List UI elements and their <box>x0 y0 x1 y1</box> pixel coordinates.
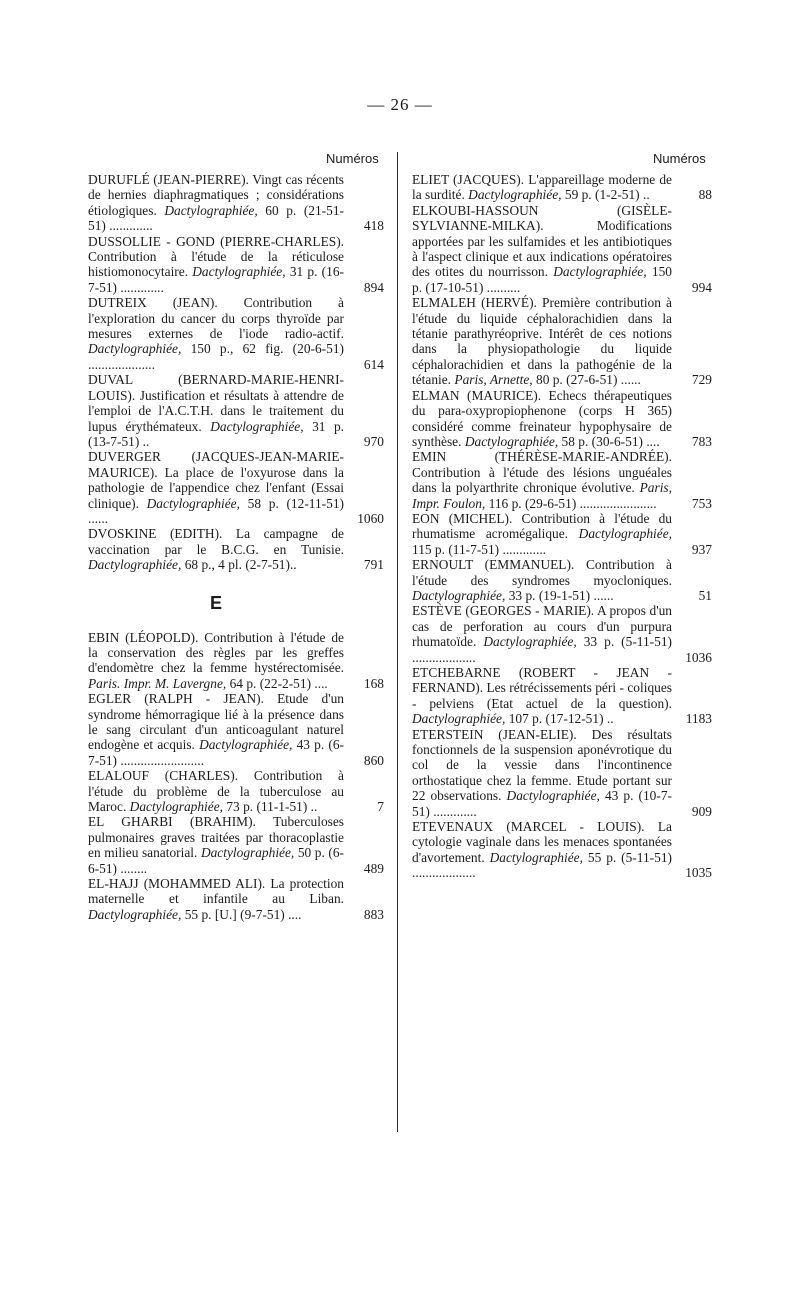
entry-title: L'appareillage moderne de la surdité. <box>412 172 672 203</box>
bibliography-entry <box>412 511 712 557</box>
bibliography-entry <box>88 691 384 768</box>
bibliography-entry <box>412 172 712 203</box>
entry-title: Contribution à l'étude du problème de la tuberculose au Maroc. <box>88 768 344 815</box>
bibliography-entry <box>88 234 384 296</box>
left-d-entries <box>88 172 384 573</box>
entry-publisher: Dactylographiée, <box>146 495 240 511</box>
entry-details: 73 p. (11-1-51) .. <box>226 799 318 815</box>
entry-publisher: Dactylographiée, <box>506 788 600 804</box>
entry-author: ELIET (JACQUES). <box>412 172 525 187</box>
entry-author: EON (MICHEL). <box>412 510 513 526</box>
entry-publisher: Dactylographiée, <box>129 799 223 815</box>
entry-author: EL-HAJJ (MOHAMMED ALI). <box>88 876 266 892</box>
entry-details: 80 p. (27-6-51) ...... <box>536 372 641 388</box>
entry-number: 418 <box>363 218 384 234</box>
entry-number: 860 <box>363 752 384 768</box>
entry-author: EL GHARBI (BRAHIM). <box>88 814 256 830</box>
entry-publisher: Dactylographiée, <box>192 264 286 280</box>
entry-publisher: Dactylographiée, <box>412 587 506 603</box>
entry-details: 59 p. (1-2-51) .. <box>564 187 650 203</box>
entry-number: 994 <box>691 279 712 295</box>
entry-number: 51 <box>698 587 712 603</box>
entry-publisher: Dactylographiée, <box>88 557 182 573</box>
entry-details: 43 p. (10-7-51) ............. <box>412 788 672 819</box>
entry-text <box>412 819 712 881</box>
entry-text <box>88 526 384 572</box>
entry-title: Etude d'un syndrome hémorragique lié à la présence dans le sang circulant d'un anticoagulant naturel endogène et acquis. <box>88 691 344 753</box>
bibliography-entry <box>88 526 384 572</box>
bibliography-entry <box>412 665 712 727</box>
entry-author: DUVERGER (JACQUES-JEAN-MARIE-MAURICE). <box>88 449 344 480</box>
entry-text <box>88 876 384 922</box>
entry-number: 489 <box>363 860 384 876</box>
entry-title: Contribution à l'étude du rhumatisme acromégalique. <box>412 510 672 542</box>
entry-text <box>412 557 712 603</box>
entry-text <box>88 295 384 372</box>
entry-text <box>412 295 712 387</box>
bibliography-entry <box>412 603 712 665</box>
right-e-entries <box>412 172 712 881</box>
entry-number: 1035 <box>685 865 712 881</box>
bibliography-entry <box>412 203 712 295</box>
bibliography-entry <box>88 876 384 922</box>
entry-text <box>412 665 712 727</box>
entry-publisher: Dactylographiée, <box>412 711 506 727</box>
entry-publisher: Dactylographiée, <box>88 906 182 922</box>
entry-text <box>412 603 712 665</box>
entry-author: ELMAN (MAURICE). <box>412 387 542 403</box>
entry-title: Modifications apportées par les sulfamides et les antibiotiques à l'aspect clinique et aux indications opératoires des otites du nourrisson. <box>412 218 672 280</box>
entry-details: 150 p. (17-10-51) .......... <box>412 264 672 295</box>
entry-author: ELKOUBI-HASSOUN (GISÈLE-SYLVIANNE-MILKA). <box>412 202 672 234</box>
entry-text <box>412 449 712 511</box>
entry-author: ERNOULT (EMMANUEL). <box>412 557 575 573</box>
entry-publisher: Paris, Impr. Foulon, <box>412 480 672 511</box>
entry-number: 1183 <box>685 711 712 727</box>
entry-title: A propos d'un cas de perforation au cours d'un purpura rhumatoïde. <box>412 603 672 650</box>
entry-title: Vingt cas récents de hernies diaphragmatiques ; considérations étiologiques. <box>88 172 345 218</box>
entry-details: 150 p., 62 fig. (20-6-51) .................... <box>88 341 344 372</box>
entry-text <box>88 172 384 234</box>
entry-number: 753 <box>691 495 712 511</box>
entry-details: 68 p., 4 pl. (2-7-51).. <box>184 557 297 573</box>
entry-author: DUTREIX (JEAN). <box>88 295 218 311</box>
bibliography-entry <box>88 630 384 692</box>
numeros-header-left: Numéros <box>326 151 379 166</box>
entry-number: 1036 <box>685 649 712 665</box>
entry-details: 33 p. (19-1-51) ...... <box>508 587 614 603</box>
bibliography-entry <box>412 557 712 603</box>
entry-title: Justification et résultats à attendre de l'emploi de l'A.C.T.H. dans le traitement du lupus érythémateux. <box>88 387 344 434</box>
entry-author: EMIN (THÉRÈSE-MARIE-ANDRÉE). <box>412 449 672 465</box>
entry-details: 115 p. (11-7-51) ............. <box>412 541 547 557</box>
entry-text <box>88 449 384 526</box>
entry-number: 1060 <box>357 510 384 526</box>
left-e-entries <box>88 630 384 923</box>
entry-title: Tuberculoses pulmonaires graves traitées par thoracoplastie en milieu sanatorial. <box>88 814 344 861</box>
entry-title: Première contribution à l'étude du liquide céphalorachidien dans la tétanie parathyréoprive. Intérêt de ces notions dans la physiopathologie du liquide céphalorachidien et dans la pathogénie de la tétanie. <box>412 295 672 388</box>
entry-author: DURUFLÉ (JEAN-PIERRE). <box>88 172 249 187</box>
column-divider <box>397 152 398 1132</box>
entry-text <box>412 172 712 203</box>
entry-details: 58 p. (12-11-51) ...... <box>88 495 344 526</box>
bibliography-entry <box>412 388 712 450</box>
entry-publisher: Dactylographiée, <box>210 418 304 434</box>
entry-author: ETEVENAUX (MARCEL - LOUIS). <box>412 819 645 835</box>
entry-publisher: Paris, Arnette, <box>454 372 533 388</box>
entry-title: La place de l'oxyurose dans la pathologie de l'appendice chez l'enfant (Essai clinique). <box>88 464 344 511</box>
entry-text <box>88 691 384 768</box>
entry-text <box>88 630 384 692</box>
entry-author: ELMALEH (HERVÉ). <box>412 295 537 311</box>
entry-author: DUVAL (BERNARD-MARIE-HENRI-LOUIS). <box>88 372 344 403</box>
entry-title: La campagne de vaccination par le B.C.G. en Tunisie. <box>88 526 344 557</box>
entry-author: DVOSKINE (EDITH). <box>88 526 223 542</box>
numeros-header-right: Numéros <box>653 151 706 166</box>
entry-number: 883 <box>363 906 384 922</box>
entry-publisher: Dactylographiée, <box>200 845 295 861</box>
entry-publisher: Dactylographiée, <box>199 737 293 753</box>
entry-details: 58 p. (30-6-51) .... <box>561 433 660 449</box>
entry-text <box>412 388 712 450</box>
entry-publisher: Dactylographiée, <box>553 264 647 280</box>
right-column <box>412 172 712 881</box>
bibliography-entry <box>88 295 384 372</box>
entry-number: 791 <box>363 557 384 573</box>
entry-title: Contribution à l'étude de la réticulose histiomonocytaire. <box>88 249 344 280</box>
entry-title: Contribution à l'étude de la conservation des règles par les greffes d'endomètre chez la femme hystérectomisée. <box>88 629 344 676</box>
bibliography-entry <box>88 172 384 234</box>
entry-text <box>88 768 384 814</box>
entry-details: 33 p. (5-11-51) ................... <box>412 634 672 665</box>
entry-publisher: Paris. Impr. M. Lavergne, <box>88 675 227 691</box>
section-letter: E <box>209 592 222 613</box>
entry-details: 31 p. (16-7-51) ............. <box>88 264 344 295</box>
entry-text <box>412 203 712 295</box>
entry-title: Echecs thérapeutiques du para-oxypropiophenone (corps H 365) considéré comme freinateur hypophysaire de synthèse. <box>412 387 672 449</box>
entry-author: EGLER (RALPH - JEAN). <box>88 691 264 707</box>
entry-details: 50 p. (6-6-51) ........ <box>88 845 344 876</box>
entry-text <box>412 511 712 557</box>
entry-number: 783 <box>691 433 712 449</box>
entry-title: Les rétrécissements péri - coliques - pelviens (Etat actuel de la question). <box>412 680 672 711</box>
entry-number: 909 <box>691 803 712 819</box>
entry-title: Des résultats fonctionnels de la suspension aponévrotique du col de la vessie dans l'incontinence orthostatique chez la femme. Etude portant sur 22 observations. <box>412 726 672 804</box>
bibliography-entry <box>88 768 384 814</box>
entry-number: 970 <box>363 433 384 449</box>
entry-author: DUSSOLLIE - GOND (PIERRE-CHARLES). <box>88 233 344 249</box>
entry-publisher: Dactylographiée, <box>88 341 182 357</box>
entry-number: 894 <box>363 279 384 295</box>
entry-author: ESTÈVE (GEORGES - MARIE). <box>412 603 595 619</box>
entry-details: 43 p. (6-7-51) ......................... <box>88 737 344 768</box>
entry-number: 937 <box>691 541 712 557</box>
entry-publisher: Dactylographiée, <box>578 526 672 542</box>
entry-publisher: Dactylographiée, <box>468 187 562 203</box>
page-number: — 26 — <box>367 95 433 114</box>
bibliography-entry <box>88 372 384 449</box>
entry-details: 64 p. (22-2-51) .... <box>229 675 328 691</box>
left-column <box>88 172 384 922</box>
entry-text <box>88 814 384 876</box>
entry-author: ETCHEBARNE (ROBERT - JEAN - FERNAND). <box>412 665 672 696</box>
entry-author: ETERSTEIN (JEAN-ELIE). <box>412 726 577 742</box>
bibliography-entry <box>412 819 712 881</box>
bibliography-entry <box>88 814 384 876</box>
entry-author: EBIN (LÉOPOLD). <box>88 629 199 645</box>
entry-publisher: Dactylographiée, <box>164 202 258 218</box>
entry-number: 168 <box>363 675 384 691</box>
entry-number: 7 <box>377 799 384 815</box>
entry-details: 107 p. (17-12-51) .. <box>508 711 614 727</box>
bibliography-entry <box>412 727 712 819</box>
entry-number: 88 <box>698 187 712 203</box>
entry-details: 31 p. (13-7-51) .. <box>88 418 344 449</box>
entry-publisher: Dactylographiée, <box>464 433 559 449</box>
entry-publisher: Dactylographiée, <box>489 849 583 865</box>
entry-publisher: Dactylographiée, <box>483 634 577 650</box>
entry-title: La protection maternelle et infantile au Liban. <box>88 876 344 907</box>
bibliography-entry <box>412 295 712 387</box>
entry-details: 60 p. (21-51-51) ............. <box>88 202 344 234</box>
entry-title: Contribution à l'étude des syndromes myocloniques. <box>412 557 672 588</box>
entry-title: La cytologie vaginale dans les menaces spontanées d'avortement. <box>412 819 672 865</box>
entry-details: 55 p. [U.] (9-7-51) .... <box>184 906 302 922</box>
entry-author: ELALOUF (CHARLES). <box>88 768 239 784</box>
bibliography-entry <box>412 449 712 511</box>
entry-details: 55 p. (5-11-51) ................... <box>412 849 672 881</box>
entry-details: 116 p. (29-6-51) ....................... <box>488 495 657 511</box>
bibliography-entry <box>88 449 384 526</box>
entry-number: 729 <box>691 372 712 388</box>
entry-title: Contribution à l'exploration du cancer du corps thyroïde par mesures externes de l'iode radio-actif. <box>88 295 344 342</box>
entry-text <box>412 727 712 819</box>
entry-number: 614 <box>363 356 384 372</box>
entry-text <box>88 372 384 449</box>
entry-text <box>88 234 384 296</box>
entry-title: Contribution à l'étude des lésions unguéales dans la polyarthrite chronique évolutive. <box>412 464 672 496</box>
